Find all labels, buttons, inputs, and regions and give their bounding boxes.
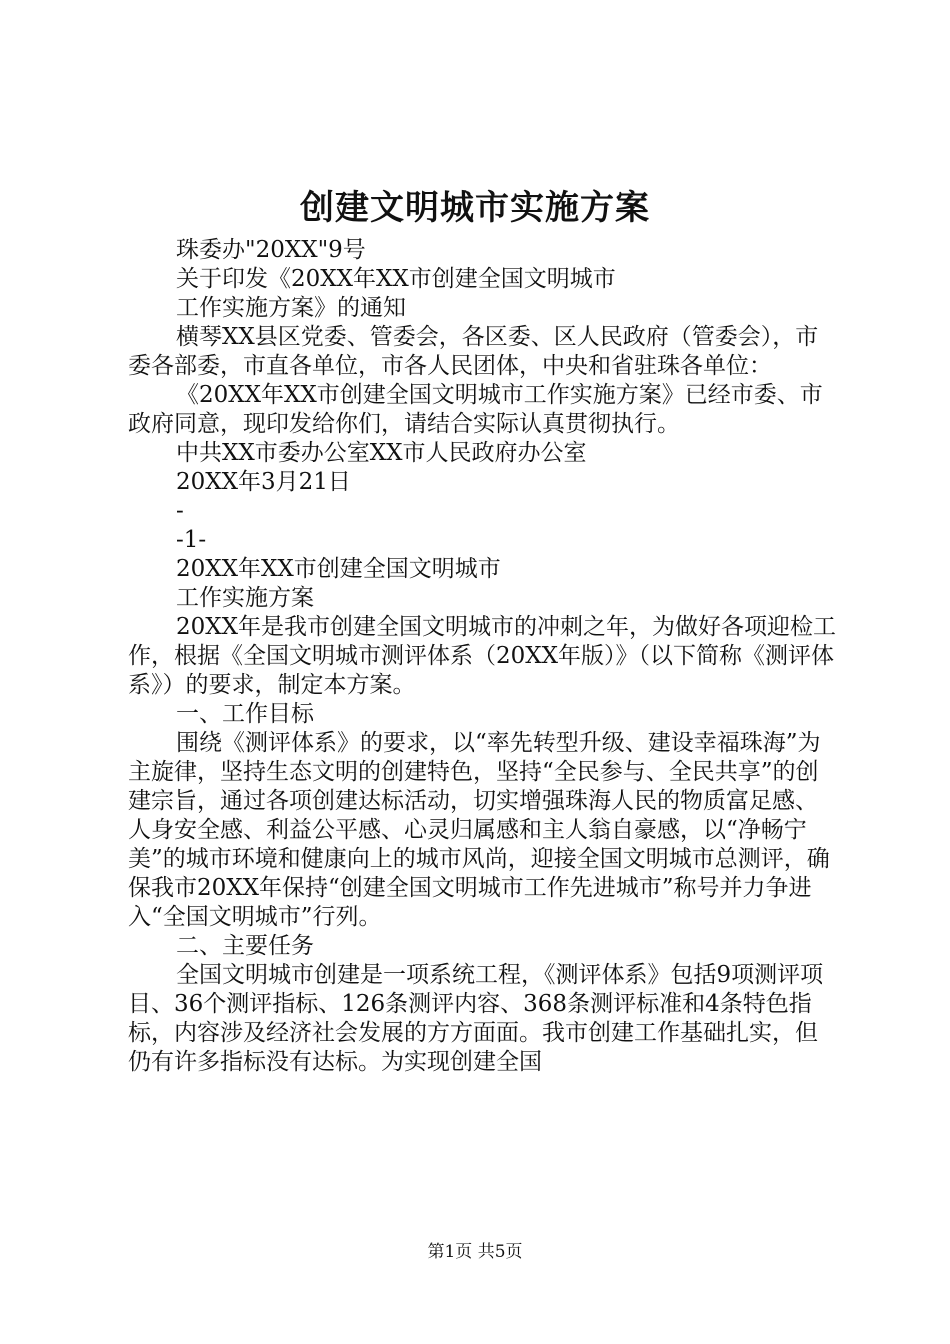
document-title: 创建文明城市实施方案	[300, 188, 650, 228]
dash-line: -	[176, 498, 184, 524]
page-footer: 第1页 共5页	[427, 1242, 523, 1262]
intro-paragraph: 20XX年是我市创建全国文明城市的冲刺之年，为做好各项迎检工作，根据《全国文明城市测评体系（20XX年版）》（以下简称《测评体系》）的要求，制定本方案。	[128, 614, 837, 698]
notice-title-line-1: 关于印发《20XX年XX市创建全国文明城市	[176, 266, 616, 292]
date-line: 20XX年3月21日	[176, 469, 351, 495]
section-2-heading: 二、主要任务	[176, 933, 314, 959]
section-2-paragraph: 全国文明城市创建是一项系统工程，《测评体系》包括9项测评项目、36个测评指标、126条测评内容、368条测评标准和4条特色指标，内容涉及经济社会发展的方方面面。我市创建工作基础扎实，但仍有许多指标没有达标。为实现创建全国	[128, 962, 824, 1075]
plan-subtitle-line-2: 工作实施方案	[176, 585, 314, 611]
section-1-paragraph: 围绕《测评体系》的要求，以“率先转型升级、建设幸福珠海”为主旋律，坚持生态文明的创建特色，坚持“全民参与、全民共享”的创建宗旨，通过各项创建达标活动，切实增强珠海人民的物质富足感、人身安全感、利益公平感、心灵归属感和主人翁自豪感，以“净畅宁美”的城市环境和健康向上的城市风尚，迎接全国文明城市总测评，确保我市20XX年保持“创建全国文明城市工作先进城市”称号并力争进入“全国文明城市”行列。	[128, 730, 830, 930]
issuer-line: 中共XX市委办公室XX市人民政府办公室	[176, 440, 587, 466]
document-body	[128, 236, 840, 1077]
page-marker: -1-	[176, 527, 207, 553]
notice-title-line-2: 工作实施方案》的通知	[176, 295, 406, 321]
section-1-heading: 一、工作目标	[176, 701, 314, 727]
notice-body-paragraph: 《20XX年XX市创建全国文明城市工作实施方案》已经市委、市政府同意，现印发给你们，请结合实际认真贯彻执行。	[128, 382, 823, 437]
plan-subtitle-line-1: 20XX年XX市创建全国文明城市	[176, 556, 501, 582]
addressee-paragraph: 横琴XX县区党委、管委会，各区委、区人民政府（管委会），市委各部委，市直各单位，市各人民团体，中央和省驻珠各单位：	[128, 324, 819, 379]
document-number: 珠委办"20XX"9号	[176, 237, 366, 263]
